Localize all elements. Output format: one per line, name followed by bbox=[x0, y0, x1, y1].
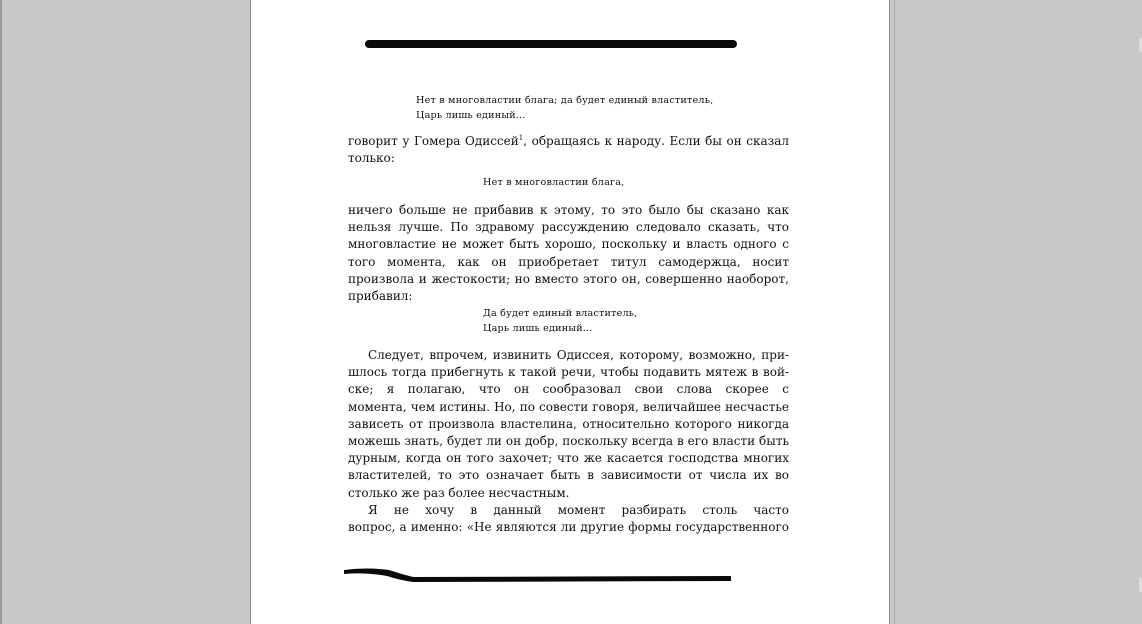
paragraph-2-line-2: нельзя лучше. По здравому рассуждению следовало сказать, что bbox=[348, 220, 789, 235]
verse-quote-2 bbox=[483, 306, 637, 336]
epigraph bbox=[416, 93, 713, 123]
paragraph-2-line-6: прибавил: bbox=[348, 288, 413, 303]
document-page bbox=[250, 0, 890, 624]
verse-quote-1 bbox=[483, 175, 624, 190]
paragraph-2 bbox=[348, 202, 789, 305]
paragraph-3-line-1: Следует, впрочем, извинить Одиссея, которому, возможно, при- bbox=[368, 348, 789, 362]
paragraph-2-line-3: многовластие не может быть хорошо, поскольку и власть одного с bbox=[348, 237, 789, 252]
epigraph-line-2: Царь лишь единый... bbox=[416, 110, 526, 121]
verse-quote-2-line-2: Царь лишь единый... bbox=[483, 323, 593, 334]
paragraph-4-line-1: Я не хочу в данный момент разбирать столь часто bbox=[368, 503, 789, 517]
paragraph-4 bbox=[348, 502, 789, 536]
page-gutter-line bbox=[894, 0, 895, 624]
redaction-bar-top bbox=[365, 40, 737, 48]
paragraph-3 bbox=[348, 347, 789, 502]
paragraph-3-line-8: властителей, то это означает быть в зависимости от числа их во bbox=[348, 468, 789, 483]
paragraph-1-line-1 bbox=[348, 133, 789, 150]
paragraph-3-line-9: столько же раз более несчастным. bbox=[348, 485, 570, 500]
paragraph-2-line-4: того момента, как он приобретает титул самодержца, носит bbox=[348, 254, 789, 269]
paragraph-3-line-5: зависеть от произвола властелина, относительно которого никогда bbox=[348, 416, 789, 431]
paragraph-3-line-6: можешь знать, будет ли он добр, поскольку всегда в его власти быть bbox=[348, 433, 789, 448]
paragraph-2-line-1: ничего больше не прибавив к этому, то это было бы сказано как bbox=[348, 203, 789, 217]
epigraph-line-1: Нет в многовластии блага; да будет единый властитель, bbox=[416, 95, 714, 106]
paragraph-1-line-2: только: bbox=[348, 151, 395, 166]
paragraph-1-text-a: говорит у Гомера Одиссей bbox=[348, 134, 519, 148]
viewer-left-edge bbox=[0, 0, 2, 624]
redaction-bar-bottom bbox=[341, 562, 735, 584]
verse-quote-2-line-1: Да будет единый властитель, bbox=[483, 308, 638, 319]
paragraph-1-text-b: , обращаясь к народу. Если бы он сказал bbox=[523, 134, 789, 148]
paragraph-2-line-5: произвола и жестокости; но вместо этого он, совершенно наоборот, bbox=[348, 271, 789, 286]
paragraph-4-line-2: вопрос, а именно: «Не являются ли другие формы государственного bbox=[348, 520, 789, 535]
verse-quote-1-line: Нет в многовластии блага, bbox=[483, 177, 625, 188]
paragraph-3-line-2: шлось тогда прибегнуть к такой речи, чтобы подавить мятеж в вой- bbox=[348, 365, 789, 380]
paragraph-3-line-4: момента, чем истины. Но, по совести говоря, величайшее несчастье bbox=[348, 399, 789, 414]
paragraph-3-line-3: ске; я полагаю, что он сообразовал свои слова скорее с bbox=[348, 382, 789, 397]
paragraph-1 bbox=[348, 133, 789, 167]
paragraph-3-line-7: дурным, когда он того захочет; что же касается господства многих bbox=[348, 451, 789, 466]
footnote-ref-1[interactable]: 1 bbox=[518, 134, 524, 142]
